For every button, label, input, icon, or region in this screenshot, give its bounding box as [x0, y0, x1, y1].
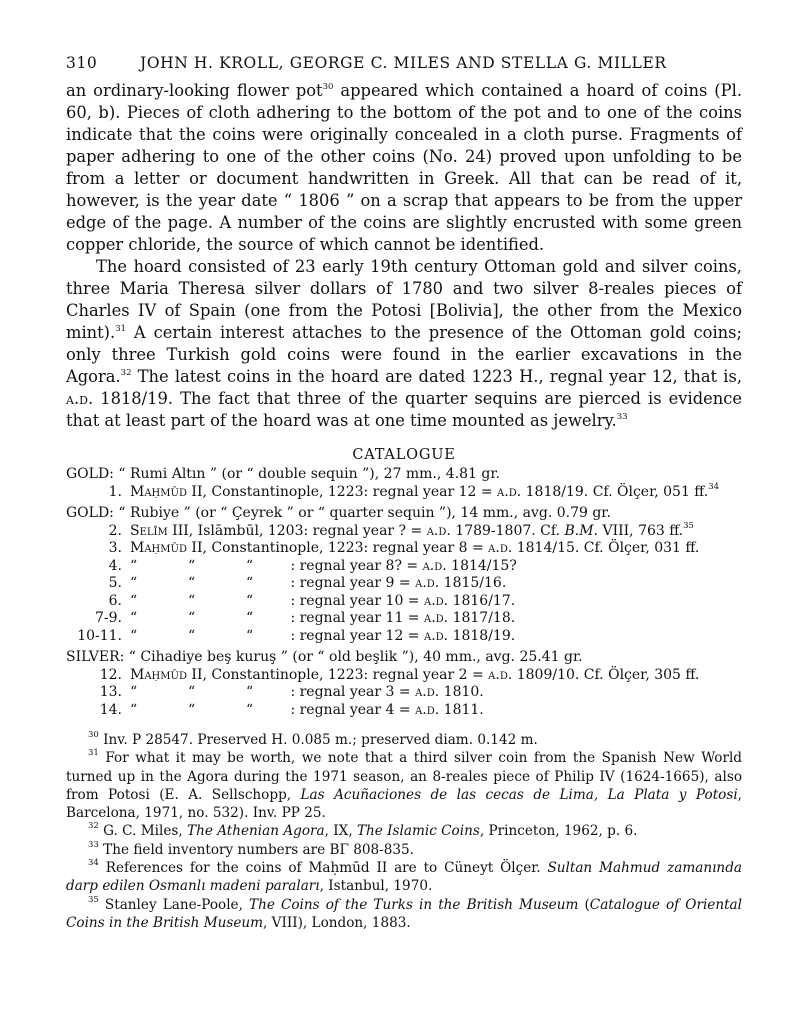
catalogue-entry [66, 593, 742, 611]
footnote-title: The Islamic Coins [356, 823, 480, 840]
entry-text: 1816/17. [448, 592, 516, 609]
entry-text: II, Constantinople, 1223: regnal year 2 = [186, 666, 489, 683]
ditto-mark: “ [130, 575, 138, 591]
footnote-mark: 33 [88, 839, 99, 850]
catalogue-entry [66, 558, 742, 576]
ditto-mark: “ [246, 684, 254, 700]
entry-text: 1814/15. Cf. Ölçer, 031 ff. [512, 540, 700, 556]
ditto-mark: “ [246, 627, 254, 644]
ditto-mark: “ [130, 684, 138, 700]
footnote-title: Sultan Mahmud zamanında darp edilen Osmanlı madeni paraları [66, 860, 742, 895]
footnote-mark: 35 [88, 894, 99, 905]
ditto-mark: “ [188, 684, 196, 700]
entry-description [130, 558, 517, 576]
entry-number: 1. [108, 483, 122, 500]
catalogue [66, 466, 742, 719]
paragraph-1 [66, 80, 742, 256]
para2-text-d: 1818/19. The fact that three of the quarter sequins are pierced is evidence that at least part of the hoard was at one time mounted as jewelry. [66, 389, 742, 430]
entry-description [130, 520, 694, 541]
catalogue-entry [66, 481, 742, 502]
ditto-mark: “ [246, 610, 254, 626]
entry-number: 6. [108, 592, 122, 609]
entry-description [130, 540, 699, 558]
entry-text: : regnal year 8? = [286, 557, 423, 574]
entry-reference-title: B.M. [564, 522, 599, 539]
page-number: 310 [66, 54, 98, 72]
ruler-name: Maḥmūd [130, 540, 187, 556]
entry-text: II, Constantinople, 1223: regnal year 12 = [186, 483, 498, 500]
running-header [66, 54, 742, 80]
footnote-text: , Princeton, 1962, p. 6. [479, 823, 638, 840]
catalogue-entry [66, 667, 742, 685]
ditto-mark: “ [246, 592, 254, 609]
footnote-ref-31[interactable]: 31 [115, 324, 127, 334]
entry-text: : regnal year 9 = [286, 575, 416, 591]
era-abbrev: a.d. [422, 557, 447, 574]
entry-description [130, 702, 484, 720]
era-abbrev: a.d. [423, 610, 449, 626]
footnote-33 [66, 841, 742, 859]
footnote-text: , VIII), London, 1883. [263, 914, 411, 931]
entry-text: 1818/19. [448, 627, 516, 644]
footnote-mark: 31 [88, 748, 99, 759]
footnote-34 [66, 859, 742, 896]
footnote-text: For what it may be worth, we note that a third silver coin from the Spanish New World turned up in the Agora during the 1971 season, an 8-reales piece of Philip IV (1624-1665), also from Potosi (E. A. Sellschopp, [66, 750, 742, 803]
entry-text: 1817/18. [448, 610, 516, 626]
entry-description [130, 575, 506, 593]
footnote-ref-35[interactable]: 35 [683, 520, 694, 531]
footnote-text: G. C. Miles, [98, 823, 188, 840]
ditto-mark: “ [130, 592, 138, 609]
para2-text-a: The hoard consisted of 23 early 19th century Ottoman gold and silver coins, three Maria Theresa silver dollars of 1780 and two silver 8-reales pieces of Charles IV of Spain (one from the Potosi [Bolivia], the other from the Mexico mint). [66, 257, 742, 342]
paragraph-2 [66, 256, 742, 432]
catalogue-group-heading: GOLD: “ Rubiye ” (or “ Çeyrek ” or “ quarter sequin ”), 14 mm., avg. 0.79 gr. [66, 505, 611, 521]
catalogue-group-heading: SILVER: “ Cihadiye beş kuruş ” (or “ old beşlik ”), 40 mm., avg. 25.41 gr. [66, 649, 583, 665]
footnotes [66, 731, 742, 932]
footnote-title: Las Acuñaciones de las cecas de Lima, La Plata y Potosi [300, 786, 738, 803]
footnote-31 [66, 749, 742, 822]
footnote-text: The field inventory numbers are ΒΓ 808-835. [98, 841, 415, 858]
ditto-mark: “ [188, 575, 196, 591]
entry-text: II, Constantinople, 1223: regnal year 8 = [186, 540, 489, 556]
era-abbrev: a.d. [415, 684, 440, 700]
footnote-32 [66, 822, 742, 840]
era-abbrev: a.d. [426, 522, 451, 539]
footnote-text: , Istanbul, 1970. [319, 878, 433, 895]
entry-text: : regnal year 4 = [286, 701, 416, 718]
catalogue-entry [66, 684, 742, 702]
footnote-30 [66, 731, 742, 749]
footnote-mark: 30 [88, 730, 99, 740]
ditto-mark: “ [188, 610, 196, 626]
ditto-mark: “ [130, 701, 138, 718]
footnote-35 [66, 896, 742, 933]
catalogue-entry [66, 575, 742, 593]
ditto-mark: “ [188, 557, 196, 574]
footnote-text: , Barcelona, 1971, no. 532). Inv. PP 25. [66, 786, 742, 822]
entry-number: 5. [108, 575, 122, 591]
para1-text-b: appeared which contained a hoard of coins (Pl. 60, b). Pieces of cloth adhering to the bottom of the pot and to one of the coins indicate that the coins were originally concealed in a cloth purse. Fragments of paper adhering to one of the other coins (No. 24) proved upon unfolding to be from a letter or document handwritten in Greek. All that can be read of it, however, is the year date “ 1806 ” on a scrap that appears to be from the upper edge of the page. A number of the coins are slightly encrusted with some green copper chloride, the source of which cannot be identified. [66, 81, 742, 254]
ditto-mark: “ [130, 557, 138, 574]
entry-text: 1814/15? [446, 557, 517, 574]
entry-number: 12. [99, 666, 122, 683]
entry-number: 4. [108, 557, 122, 574]
entry-description [130, 667, 699, 685]
catalogue-group-heading: GOLD: “ Rumi Altın ” (or “ double sequin ”), 27 mm., 4.81 gr. [66, 466, 500, 482]
footnote-ref-30[interactable]: 30 [322, 82, 334, 92]
footnote-text: Inv. P 28547. Preserved H. 0.085 m.; preserved diam. 0.142 m. [98, 732, 538, 748]
entry-description [130, 481, 720, 502]
ditto-mark: “ [246, 701, 254, 718]
footnote-text: ( [578, 896, 590, 913]
ruler-name: Maḥmūd [130, 483, 187, 500]
footnote-ref-34[interactable]: 34 [708, 481, 720, 492]
footnote-mark: 34 [88, 858, 99, 869]
entry-text: 1818/19. Cf. Ölçer, 051 ff. [521, 483, 709, 500]
entry-number: 13. [99, 684, 122, 700]
entry-text: : regnal year 12 = [286, 627, 424, 644]
era-abbrev: a.d. [66, 389, 94, 408]
catalogue-entry [66, 628, 742, 646]
footnote-ref-32[interactable]: 32 [120, 368, 132, 378]
page [66, 54, 742, 932]
era-abbrev: a.d. [415, 575, 440, 591]
entry-text: : regnal year 10 = [286, 592, 424, 609]
era-abbrev: a.d. [423, 592, 449, 609]
era-abbrev: a.d. [488, 540, 513, 556]
entry-number: 2. [108, 522, 122, 539]
footnote-ref-33[interactable]: 33 [616, 412, 628, 422]
ditto-mark: “ [246, 575, 254, 591]
ruler-name: Selīm [130, 522, 168, 539]
footnote-text: Stanley Lane-Poole, [98, 896, 250, 913]
ditto-mark: “ [188, 592, 196, 609]
entry-description [130, 593, 515, 611]
catalogue-entry [66, 702, 742, 720]
catalogue-entry [66, 540, 742, 558]
ditto-mark: “ [188, 627, 196, 644]
ditto-mark: “ [130, 627, 138, 644]
era-abbrev: a.d. [488, 666, 513, 683]
footnote-title: The Athenian Agora [187, 823, 325, 840]
para1-text-a: an ordinary-looking flower pot [66, 81, 323, 100]
entry-number: 3. [108, 540, 122, 556]
ruler-name: Maḥmūd [130, 666, 187, 683]
entry-text: 1810. [439, 684, 484, 700]
footnote-mark: 32 [88, 821, 99, 832]
ditto-mark: “ [130, 610, 138, 626]
era-abbrev: a.d. [497, 483, 522, 500]
footnote-text: References for the coins of Maḥmūd II are to Cüneyt Ölçer. [98, 860, 548, 877]
era-abbrev: a.d. [423, 627, 449, 644]
entry-text: : regnal year 3 = [286, 684, 416, 700]
catalogue-entry [66, 610, 742, 628]
para2-text-c: The latest coins in the hoard are dated 1223 H., regnal year 12, that is, [131, 367, 742, 386]
entry-number: 14. [99, 701, 122, 718]
footnote-title: The Coins of the Turks in the British Museum [249, 896, 579, 913]
ditto-mark: “ [188, 701, 196, 718]
ditto-mark: “ [246, 557, 254, 574]
entry-text: 1809/10. Cf. Ölçer, 305 ff. [512, 666, 700, 683]
body-text [66, 80, 742, 432]
entry-text: 1789-1807. Cf. [450, 522, 565, 539]
footnote-title: Catalogue of Oriental Coins in the British Museum [66, 896, 743, 931]
entry-description [130, 684, 484, 702]
entry-number: 10-11. [77, 627, 122, 644]
running-head-authors: JOHN H. KROLL, GEORGE C. MILES AND STELLA G. MILLER [140, 54, 667, 72]
catalogue-entry [66, 520, 742, 541]
entry-description [130, 610, 515, 628]
entry-text: 1815/16. [439, 575, 507, 591]
para2-text-b: A certain interest attaches to the presence of the Ottoman gold coins; only three Turkish gold coins were found in the earlier excavations in the Agora. [66, 323, 742, 386]
entry-text: VIII, 763 ff. [598, 522, 684, 539]
catalogue-title: CATALOGUE [352, 447, 456, 463]
entry-text: III, Islāmbūl, 1203: regnal year ? = [167, 522, 427, 539]
entry-description [130, 628, 515, 646]
era-abbrev: a.d. [415, 701, 440, 718]
entry-text: : regnal year 11 = [286, 610, 424, 626]
entry-number: 7-9. [95, 610, 122, 626]
entry-text: 1811. [439, 701, 484, 718]
footnote-text: , IX, [324, 823, 357, 840]
